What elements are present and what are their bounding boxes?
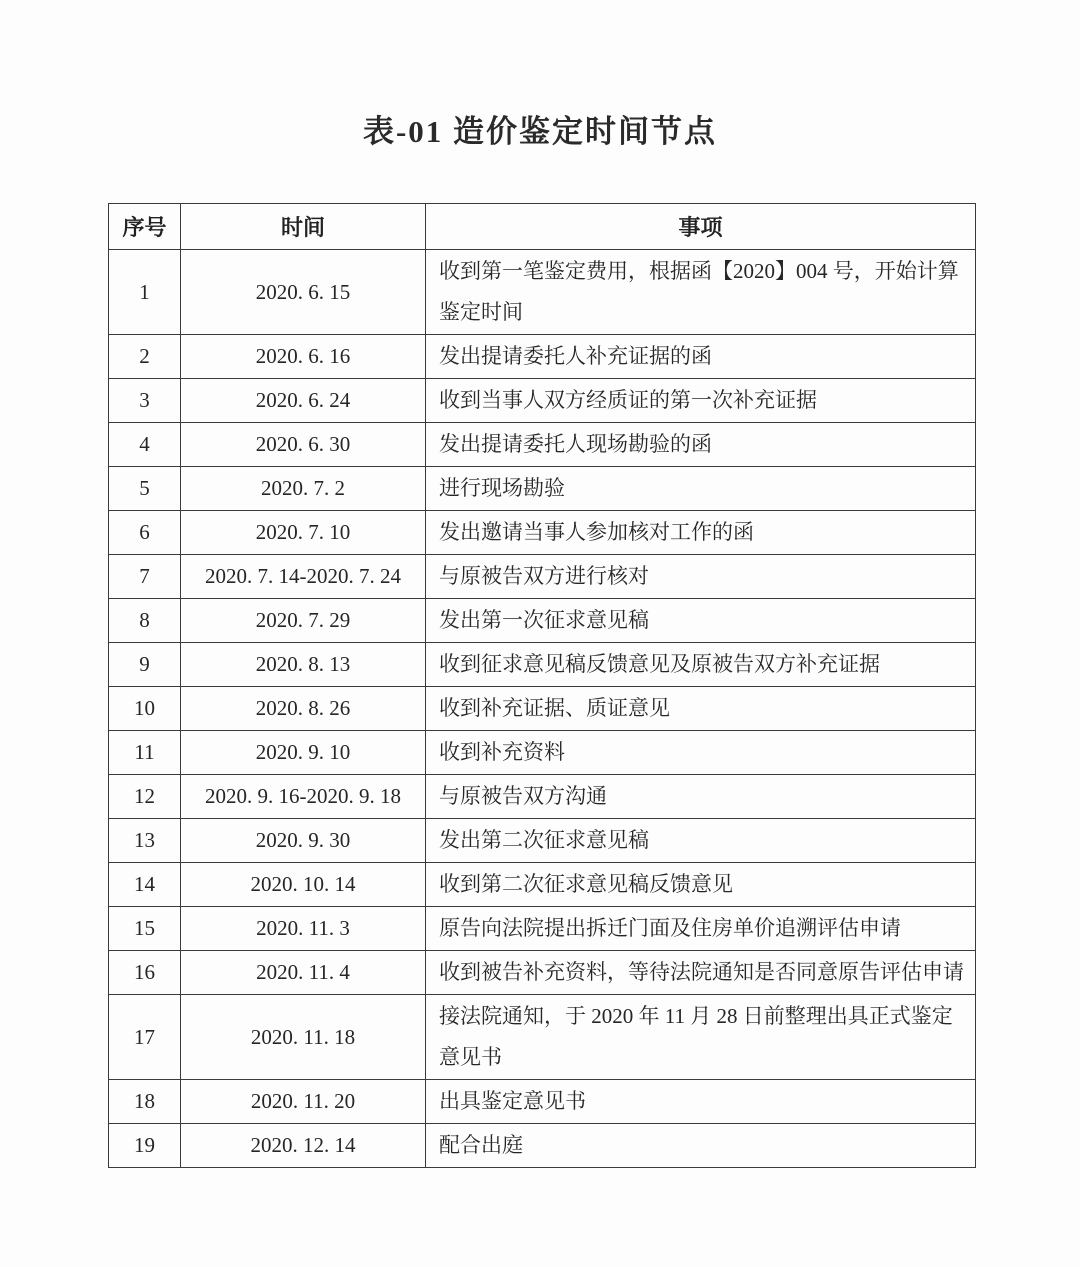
row-number-cell: 12 bbox=[109, 775, 181, 819]
table-row bbox=[109, 335, 976, 379]
row-date-cell: 2020. 8. 26 bbox=[181, 687, 426, 731]
row-date-cell: 2020. 9. 10 bbox=[181, 731, 426, 775]
table-row bbox=[109, 1124, 976, 1168]
header-col-event: 事项 bbox=[426, 204, 976, 250]
table-row bbox=[109, 643, 976, 687]
row-event-cell: 收到第二次征求意见稿反馈意见 bbox=[426, 863, 976, 907]
row-event-cell: 进行现场勘验 bbox=[426, 467, 976, 511]
row-date-cell: 2020. 6. 30 bbox=[181, 423, 426, 467]
table-row bbox=[109, 907, 976, 951]
row-event-cell: 出具鉴定意见书 bbox=[426, 1080, 976, 1124]
row-number-cell: 14 bbox=[109, 863, 181, 907]
row-number-cell: 13 bbox=[109, 819, 181, 863]
row-number-cell: 6 bbox=[109, 511, 181, 555]
table-row bbox=[109, 599, 976, 643]
row-date-cell: 2020. 7. 2 bbox=[181, 467, 426, 511]
page-title: 表-01 造价鉴定时间节点 bbox=[362, 114, 718, 149]
table-row bbox=[109, 467, 976, 511]
row-date-cell: 2020. 9. 16-2020. 9. 18 bbox=[181, 775, 426, 819]
row-event-cell: 接法院通知，于 2020 年 11 月 28 日前整理出具正式鉴定意见书 bbox=[426, 995, 976, 1080]
row-number-cell: 17 bbox=[109, 995, 181, 1080]
row-number-cell: 4 bbox=[109, 423, 181, 467]
row-number-cell: 18 bbox=[109, 1080, 181, 1124]
table-row bbox=[109, 555, 976, 599]
table-row bbox=[109, 951, 976, 995]
table-row bbox=[109, 423, 976, 467]
row-event-cell: 收到补充资料 bbox=[426, 731, 976, 775]
row-number-cell: 1 bbox=[109, 250, 181, 335]
table-row bbox=[109, 687, 976, 731]
table-row bbox=[109, 731, 976, 775]
row-date-cell: 2020. 7. 29 bbox=[181, 599, 426, 643]
row-date-cell: 2020. 7. 14-2020. 7. 24 bbox=[181, 555, 426, 599]
row-event-cell: 发出邀请当事人参加核对工作的函 bbox=[426, 511, 976, 555]
table-row bbox=[109, 863, 976, 907]
row-date-cell: 2020. 6. 15 bbox=[181, 250, 426, 335]
table-row bbox=[109, 250, 976, 335]
row-number-cell: 2 bbox=[109, 335, 181, 379]
table-body bbox=[109, 250, 976, 1168]
row-event-cell: 与原被告双方沟通 bbox=[426, 775, 976, 819]
row-event-cell: 原告向法院提出拆迁门面及住房单价追溯评估申请 bbox=[426, 907, 976, 951]
row-number-cell: 5 bbox=[109, 467, 181, 511]
timeline-table bbox=[108, 203, 976, 1168]
row-event-cell: 收到第一笔鉴定费用，根据函【2020】004 号，开始计算鉴定时间 bbox=[426, 250, 976, 335]
row-number-cell: 19 bbox=[109, 1124, 181, 1168]
row-event-cell: 与原被告双方进行核对 bbox=[426, 555, 976, 599]
row-number-cell: 11 bbox=[109, 731, 181, 775]
row-number-cell: 9 bbox=[109, 643, 181, 687]
row-event-cell: 收到当事人双方经质证的第一次补充证据 bbox=[426, 379, 976, 423]
table-row bbox=[109, 775, 976, 819]
row-event-cell: 发出提请委托人现场勘验的函 bbox=[426, 423, 976, 467]
row-event-cell: 收到补充证据、质证意见 bbox=[426, 687, 976, 731]
row-event-cell: 发出提请委托人补充证据的函 bbox=[426, 335, 976, 379]
row-date-cell: 2020. 11. 3 bbox=[181, 907, 426, 951]
row-event-cell: 发出第二次征求意见稿 bbox=[426, 819, 976, 863]
row-number-cell: 3 bbox=[109, 379, 181, 423]
header-col-date: 时间 bbox=[181, 204, 426, 250]
row-number-cell: 16 bbox=[109, 951, 181, 995]
table-row bbox=[109, 511, 976, 555]
row-number-cell: 10 bbox=[109, 687, 181, 731]
table-row bbox=[109, 379, 976, 423]
header-row bbox=[109, 204, 976, 250]
row-number-cell: 7 bbox=[109, 555, 181, 599]
row-event-cell: 发出第一次征求意见稿 bbox=[426, 599, 976, 643]
table-row bbox=[109, 1080, 976, 1124]
row-number-cell: 15 bbox=[109, 907, 181, 951]
row-date-cell: 2020. 11. 4 bbox=[181, 951, 426, 995]
row-event-cell: 收到被告补充资料，等待法院通知是否同意原告评估申请 bbox=[426, 951, 976, 995]
table-row bbox=[109, 995, 976, 1080]
row-date-cell: 2020. 11. 18 bbox=[181, 995, 426, 1080]
row-date-cell: 2020. 11. 20 bbox=[181, 1080, 426, 1124]
row-date-cell: 2020. 9. 30 bbox=[181, 819, 426, 863]
header-col-number: 序号 bbox=[109, 204, 181, 250]
row-event-cell: 配合出庭 bbox=[426, 1124, 976, 1168]
row-number-cell: 8 bbox=[109, 599, 181, 643]
row-date-cell: 2020. 7. 10 bbox=[181, 511, 426, 555]
row-date-cell: 2020. 10. 14 bbox=[181, 863, 426, 907]
row-date-cell: 2020. 8. 13 bbox=[181, 643, 426, 687]
row-date-cell: 2020. 6. 24 bbox=[181, 379, 426, 423]
row-date-cell: 2020. 6. 16 bbox=[181, 335, 426, 379]
row-event-cell: 收到征求意见稿反馈意见及原被告双方补充证据 bbox=[426, 643, 976, 687]
row-date-cell: 2020. 12. 14 bbox=[181, 1124, 426, 1168]
table-row bbox=[109, 819, 976, 863]
